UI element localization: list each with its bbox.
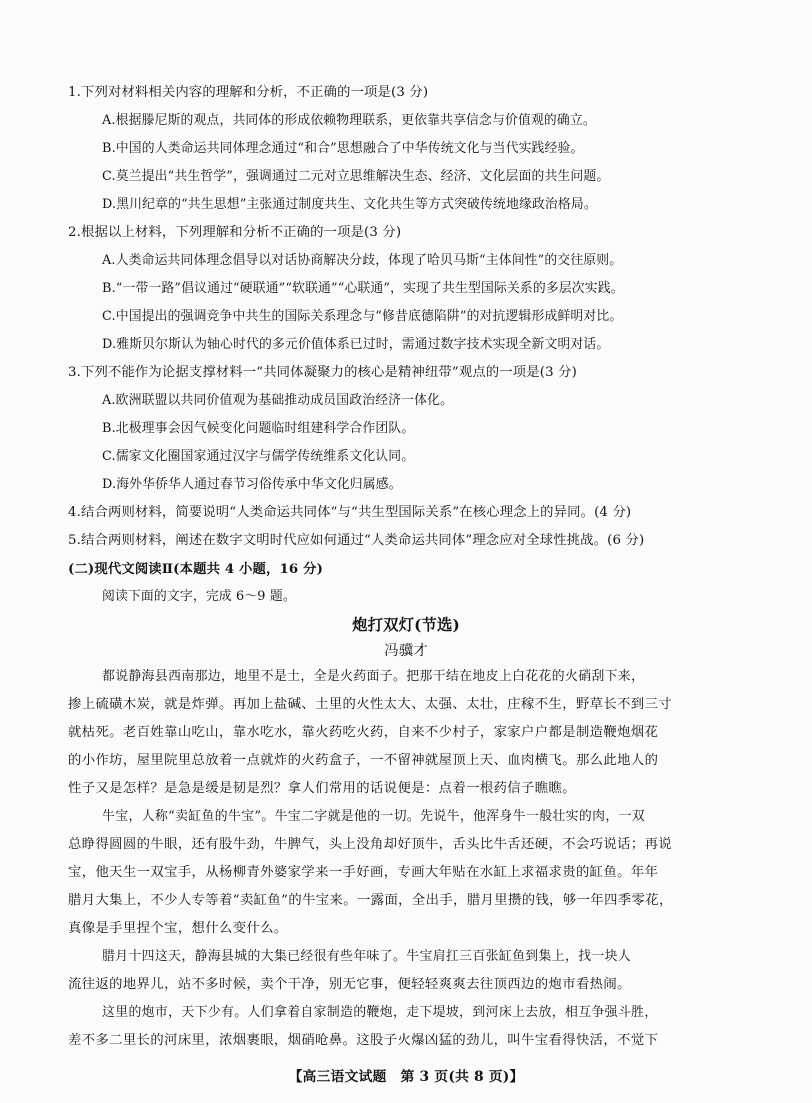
question-5: 5.结合两则材料，阐述在数字文明时代应如何通过“人类命运共同体”理念应对全球性挑战。(6 分)	[68, 533, 645, 548]
question-4: 4.结合两则材料，简要说明“人类命运共同体”与“共生型国际关系”在核心理念上的异同。(4 分)	[68, 505, 632, 520]
question-1-option-c: C.莫兰提出“共生哲学”，强调通过二元对立思维解决生态、经济、文化层面的共生问题。	[102, 169, 610, 184]
question-2-option-c: C.中国提出的强调竞争中共生的国际关系理念与“修昔底德陷阱”的对抗逻辑形成鲜明对比。	[102, 309, 623, 324]
question-3-stem: 3.下列不能作为论据支撑材料一“共同体凝聚力的核心是精神纽带”观点的一项是(3 分)	[68, 365, 577, 380]
story-line: 掺上硫磺木炭，就是炸弹。再加上盐碱、土里的火性太大、太强、太壮，庄稼不生，野草长不到三寸	[68, 697, 673, 712]
story-title: 炮打双灯(节选)	[352, 616, 460, 634]
section-instruction: 阅读下面的文字，完成 6～9 题。	[102, 589, 296, 604]
story-line: 的小作坊，屋里院里总放着一点就炸的火药盒子，一不留神就屋顶上天、血肉横飞。那么此地人的	[68, 753, 659, 768]
question-1-stem: 1.下列对材料相关内容的理解和分析，不正确的一项是(3 分)	[68, 85, 429, 100]
question-3-option-c: C.儒家文化圈国家通过汉字与儒学传统维系文化认同。	[102, 449, 415, 464]
question-2-stem: 2.根据以上材料，下列理解和分析不正确的一项是(3 分)	[68, 225, 402, 240]
story-author: 冯骥才	[384, 643, 428, 659]
question-3-option-b: B.北极理事会因气候变化问题临时组建科学合作团队。	[102, 421, 415, 436]
story-line: 真像是手里捏个宝，想什么变什么。	[68, 921, 288, 936]
story-line: 这里的炮市，天下少有。人们拿着自家制造的鞭炮，走下堤坡，到河床上去放，相互争强斗胜，	[102, 1005, 658, 1020]
question-1-option-b: B.中国的人类命运共同体理念通过“和合”思想融合了中华传统文化与当代实践经验。	[102, 141, 584, 156]
story-line: 宝，他天生一双宝手，从杨柳青外婆家学来一手好画，专画大年贴在水缸上求福求贵的缸鱼。年年	[68, 865, 659, 880]
story-line: 牛宝，人称“卖缸鱼的牛宝”。牛宝二字就是他的一切。先说牛，他浑身牛一般壮实的肉，一双	[102, 809, 646, 824]
question-3-option-a: A.欧洲联盟以共同价值观为基础推动成员国政治经济一体化。	[102, 393, 454, 408]
question-2-option-a: A.人类命运共同体理念倡导以对话协商解决分歧，体现了哈贝马斯“主体间性”的交往原则。	[102, 253, 623, 268]
section-heading: (二)现代文阅读Ⅱ(本题共 4 小题，16 分)	[68, 561, 324, 577]
story-line: 总睁得圆圆的牛眼，还有股牛劲，牛脾气，头上没角却好顶牛，舌头比牛舌还硬，不会巧说话；再说	[68, 837, 673, 852]
question-2-option-d: D.雅斯贝尔斯认为轴心时代的多元价值体系已过时，需通过数字技术实现全新文明对话。	[102, 337, 610, 352]
question-3-option-d: D.海外华侨华人通过春节习俗传承中华文化归属感。	[102, 477, 402, 492]
question-1-option-d: D.黑川纪章的“共生思想”主张通过制度共生、文化共生等方式突破传统地缘政治格局。	[102, 197, 597, 212]
story-line: 都说静海县西南那边，地里不是土，全是火药面子。把那干结在地皮上白花花的火硝刮下来，	[102, 669, 645, 684]
story-line: 差不多二里长的河床里，浓烟裹眼，烟硝呛鼻。这股子火爆凶猛的劲儿，叫牛宝看得快活，不觉下	[68, 1033, 659, 1048]
story-line: 流往返的地界儿，站不多时候，卖个干净，别无它事，便轻轻爽爽去往顶西边的炮市看热闹。	[68, 977, 631, 992]
story-line: 腊月十四这天，静海县城的大集已经很有些年味了。牛宝肩扛三百张缸鱼到集上，找一块人	[102, 949, 632, 964]
question-2-option-b: B.“一带一路”倡议通过“硬联通”“软联通”“心联通”，实现了共生型国际关系的多层次实践。	[102, 281, 624, 296]
story-line: 就枯死。老百姓靠山吃山，靠水吃水，靠火药吃火药，自来不少村子，家家户户都是制造鞭炮烟花	[68, 725, 659, 740]
story-line: 性子又是怎样？是急是缓是韧是烈？拿人们常用的话说便是：点着一根药信子瞧瞧。	[68, 781, 576, 796]
page-footer: 【高三语文试题 第 3 页(共 8 页)】	[288, 1069, 524, 1085]
story-line: 腊月大集上，不少人专等着“卖缸鱼”的牛宝来。一露面，全出手，腊月里攒的钱，够一年四季零花，	[68, 893, 673, 908]
question-1-option-a: A.根据滕尼斯的观点，共同体的形成依赖物理联系，更依靠共享信念与价值观的确立。	[102, 113, 596, 128]
